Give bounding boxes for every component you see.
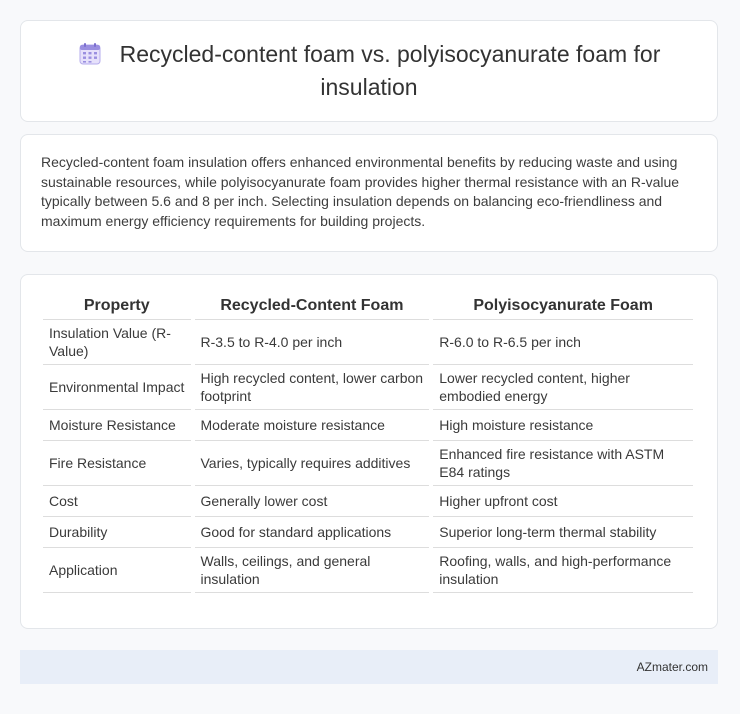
table-cell-property: Moisture Resistance <box>43 410 191 441</box>
table-cell-recycled: Moderate moisture resistance <box>195 410 430 441</box>
page-title: Recycled-content foam vs. polyisocyanurate foam for insulation <box>119 41 661 100</box>
table-cell-property: Environmental Impact <box>43 365 191 410</box>
table-cell-recycled: Walls, ceilings, and general insulation <box>195 548 430 593</box>
calendar-icon <box>78 42 102 73</box>
table-cell-polyiso: Lower recycled content, higher embodied energy <box>433 365 693 410</box>
column-header-polyiso: Polyisocyanurate Foam <box>433 293 693 320</box>
page-title-wrap <box>61 40 677 102</box>
table-row <box>43 517 693 548</box>
table-cell-polyiso: Higher upfront cost <box>433 486 693 517</box>
intro-text: Recycled-content foam insulation offers enhanced environmental benefits by reducing waste and using sustainable resources, while polyisocyanurate foam provides higher thermal resistance with an R-value typically between 5.6 and 8 per inch. Selecting insulation depends on balancing eco-friendliness and maximum energy efficiency requirements for building projects. <box>41 154 680 229</box>
comparison-table <box>39 293 697 593</box>
table-cell-polyiso: R-6.0 to R-6.5 per inch <box>433 320 693 365</box>
intro-card <box>20 134 718 252</box>
footer-brand: AZmater.com <box>636 660 708 674</box>
table-row <box>43 548 693 593</box>
table-row <box>43 320 693 365</box>
title-card <box>20 20 718 122</box>
table-cell-polyiso: Enhanced fire resistance with ASTM E84 ratings <box>433 441 693 486</box>
table-cell-property: Durability <box>43 517 191 548</box>
table-cell-property: Cost <box>43 486 191 517</box>
table-row <box>43 365 693 410</box>
table-row <box>43 486 693 517</box>
table-header-row <box>43 293 693 320</box>
table-cell-polyiso: Superior long-term thermal stability <box>433 517 693 548</box>
footer-bar <box>20 650 718 684</box>
table-cell-polyiso: Roofing, walls, and high-performance insulation <box>433 548 693 593</box>
table-cell-property: Fire Resistance <box>43 441 191 486</box>
table-row <box>43 410 693 441</box>
column-header-recycled: Recycled-Content Foam <box>195 293 430 320</box>
table-cell-property: Application <box>43 548 191 593</box>
table-cell-recycled: High recycled content, lower carbon footprint <box>195 365 430 410</box>
table-cell-recycled: Varies, typically requires additives <box>195 441 430 486</box>
table-cell-recycled: Generally lower cost <box>195 486 430 517</box>
table-cell-property: Insulation Value (R-Value) <box>43 320 191 365</box>
table-cell-recycled: R-3.5 to R-4.0 per inch <box>195 320 430 365</box>
column-header-property: Property <box>43 293 191 320</box>
table-row <box>43 441 693 486</box>
comparison-table-card <box>20 274 718 629</box>
table-cell-polyiso: High moisture resistance <box>433 410 693 441</box>
table-cell-recycled: Good for standard applications <box>195 517 430 548</box>
